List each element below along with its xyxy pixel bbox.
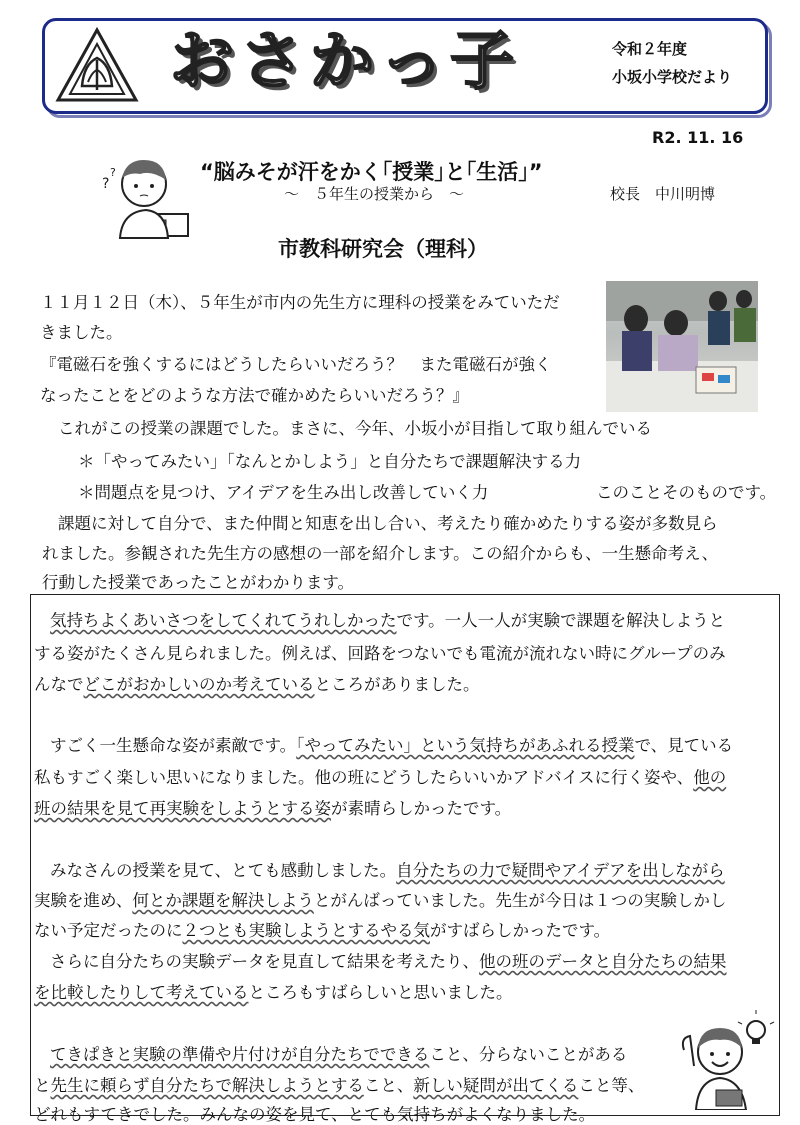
comment3-line3: ない予定だったのに２つとも実験しようとするやる気がすばらしかったです。 bbox=[34, 921, 611, 940]
author: 校長 中川明博 bbox=[610, 185, 716, 203]
para-line-4: なったことをどのような方法で確かめたらいいだろう？』 bbox=[40, 386, 469, 405]
school-year: 令和２年度 bbox=[612, 40, 688, 58]
subheadline: ～ ５年生の授業から ～ bbox=[284, 185, 465, 203]
issue-date: R2. 11. 16 bbox=[652, 128, 744, 147]
comment3-line2: 実験を進め、何とか課題を解決しようとがんばっていました。先生が今日は１つの実験しかし bbox=[34, 891, 727, 910]
para-line-2: きました。 bbox=[40, 323, 123, 342]
svg-text:?: ? bbox=[102, 176, 110, 192]
comment4-line1: てきぱきと実験の準備や片付けが自分たちでできること、分らないことがある bbox=[50, 1045, 628, 1064]
section-title: 市教科研究会（理科） bbox=[278, 237, 488, 261]
school-emblem-icon bbox=[52, 24, 142, 106]
comment1-line2: する姿がたくさん見られました。例えば、回路をつないでも電流が流れない時にグループのみ bbox=[34, 644, 726, 663]
happy-child-icon bbox=[676, 1010, 776, 1110]
para-line-3: 『電磁石を強くするにはどうしたらいいだろう？ また電磁石が強く bbox=[40, 355, 552, 374]
svg-text:?: ? bbox=[110, 166, 116, 179]
thinking-child-icon bbox=[100, 148, 192, 240]
para-line-1: １１月１２日（木）、５年生が市内の先生方に理科の授業をみていただ bbox=[40, 293, 560, 312]
comment2-line3: 班の結果を見て再実験をしようとする姿が素晴らしかったです。 bbox=[34, 799, 512, 818]
comment4-line3: どれもすてきでした。みんなの姿を見て、とても気持ちがよくなりました。 bbox=[34, 1105, 596, 1124]
comment4-line2: と先生に頼らず自分たちで解決しようとすること、新しい疑問が出てくること等、 bbox=[34, 1076, 645, 1095]
comment1-line1: 気持ちよくあいさつをしてくれてうれしかったです。一人一人が実験で課題を解決しようと bbox=[50, 611, 726, 630]
masthead-title: おさかっ子 bbox=[170, 25, 520, 99]
para-line-5: これがこの授業の課題でした。まさに、今年、小坂小が目指して取り組んでいる bbox=[58, 419, 652, 438]
classroom-photo-illustration bbox=[606, 281, 758, 412]
comment3-line1: みなさんの授業を見て、とても感動しました。自分たちの力で疑問やアイデアを出しながら bbox=[50, 861, 725, 880]
newsletter-name: 小坂小学校だより bbox=[612, 68, 733, 86]
para-line-6: ＊「やってみたい」「なんとかしよう」と自分たちで課題解決する力 bbox=[78, 452, 582, 471]
para-line-10: 行動した授業であったことがわかります。 bbox=[42, 573, 355, 592]
comment1-line3: んなでどこがおかしいのか考えているところがありました。 bbox=[34, 675, 480, 694]
para-line-8: 課題に対して自分で、また仲間と知恵を出し合い、考えたり確かめたりする姿が多数見ら bbox=[58, 514, 718, 533]
classroom-photo bbox=[606, 281, 758, 412]
para-line-7b: このことそのものです。 bbox=[596, 483, 777, 502]
para-line-7: ＊問題点を見つけ、アイデアを生み出し改善していく力 bbox=[78, 483, 489, 502]
comment2-line2: 私もすごく楽しい思いになりました。他の班にどうしたらいいかアドバイスに行く姿や、他の bbox=[34, 768, 727, 787]
headline: “脳みそが汗をかく｢授業｣と｢生活｣” bbox=[200, 160, 543, 184]
comment3-line5: を比較したりして考えているところもすばらしいと思いました。 bbox=[34, 983, 513, 1002]
para-line-9: れました。参観された先生方の感想の一部を紹介します。この紹介からも、一生懸命考え、 bbox=[42, 544, 719, 563]
comment2-line1: すごく一生懸命な姿が素敵です。「やってみたい」という気持ちがあふれる授業で、見ている bbox=[50, 736, 734, 755]
comment3-line4: さらに自分たちの実験データを見直して結果を考えたり、他の班のデータと自分たちの結果 bbox=[50, 952, 727, 971]
